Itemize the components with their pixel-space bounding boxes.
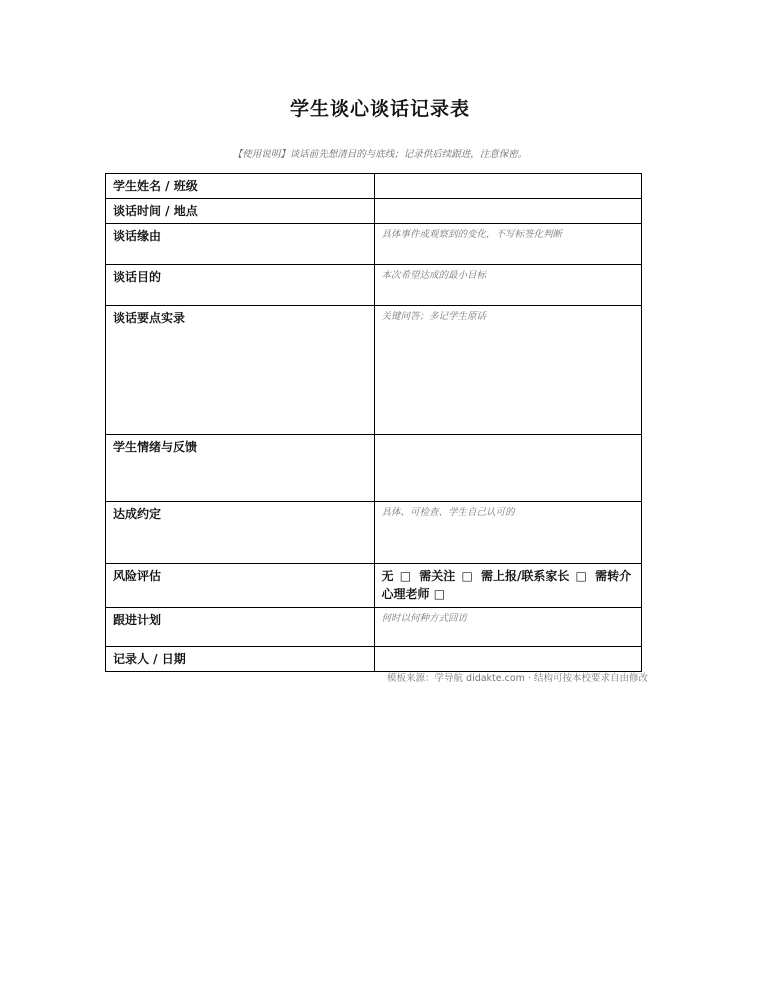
footer-note: 模板来源：学导航 didakte.com · 结构可按本校要求自由修改 <box>387 673 648 684</box>
usage-note: 【使用说明】谈话前先想清目的与底线；记录供后续跟进，注意保密。 <box>232 149 528 160</box>
row-label: 谈话缘由 <box>106 224 375 265</box>
student-name-class-field[interactable] <box>374 174 642 199</box>
form-row-key-points <box>106 306 642 435</box>
emotion-feedback-field[interactable] <box>374 435 642 502</box>
risk-option-none[interactable]: 无 □ <box>381 569 412 583</box>
form-row-time-place <box>106 199 642 224</box>
reason-field[interactable] <box>374 224 642 265</box>
record-form-table <box>105 173 642 672</box>
form-row-recorder-date <box>106 647 642 672</box>
form-row-reason <box>106 224 642 265</box>
checkbox-icon[interactable]: □ <box>399 569 412 583</box>
follow-up-field[interactable] <box>374 608 642 647</box>
risk-option-report-parents[interactable]: 需上报/联系家长 □ <box>480 569 587 583</box>
risk-option-attention[interactable]: 需关注 □ <box>419 569 473 583</box>
hint-text: 本次希望达成的最小目标 <box>381 270 487 281</box>
row-label: 谈话目的 <box>106 265 375 306</box>
form-row-purpose <box>106 265 642 306</box>
checkbox-icon[interactable]: □ <box>575 569 587 583</box>
checkbox-icon[interactable]: □ <box>433 587 446 601</box>
checkbox-icon[interactable]: □ <box>461 569 473 583</box>
row-label: 记录人 / 日期 <box>106 647 375 672</box>
row-label: 谈话要点实录 <box>106 306 375 435</box>
row-label: 谈话时间 / 地点 <box>106 199 375 224</box>
hint-text: 具体、可检查、学生自己认可的 <box>381 507 515 518</box>
row-label: 学生情绪与反馈 <box>106 435 375 502</box>
recorder-date-field[interactable] <box>374 647 642 672</box>
hint-text: 具体事件或观察到的变化，不写标签化判断 <box>381 229 563 240</box>
form-row-emotion-feedback <box>106 435 642 502</box>
row-label: 风险评估 <box>106 564 375 608</box>
page-title: 学生谈心谈话记录表 <box>289 98 470 120</box>
risk-options <box>374 564 642 608</box>
key-points-field[interactable] <box>374 306 642 435</box>
hint-text: 关键问答；多记学生原话 <box>381 311 487 322</box>
purpose-field[interactable] <box>374 265 642 306</box>
form-row-agreement <box>106 502 642 564</box>
hint-text: 何时以何种方式回访 <box>381 613 468 624</box>
row-label: 达成约定 <box>106 502 375 564</box>
time-place-field[interactable] <box>374 199 642 224</box>
agreement-field[interactable] <box>374 502 642 564</box>
row-label: 跟进计划 <box>106 608 375 647</box>
risk-option-referral[interactable]: 需转介心理老师 □ <box>381 569 632 601</box>
row-label: 学生姓名 / 班级 <box>106 174 375 199</box>
form-row-student-name-class <box>106 174 642 199</box>
form-row-risk-assessment <box>106 564 642 608</box>
form-row-follow-up <box>106 608 642 647</box>
